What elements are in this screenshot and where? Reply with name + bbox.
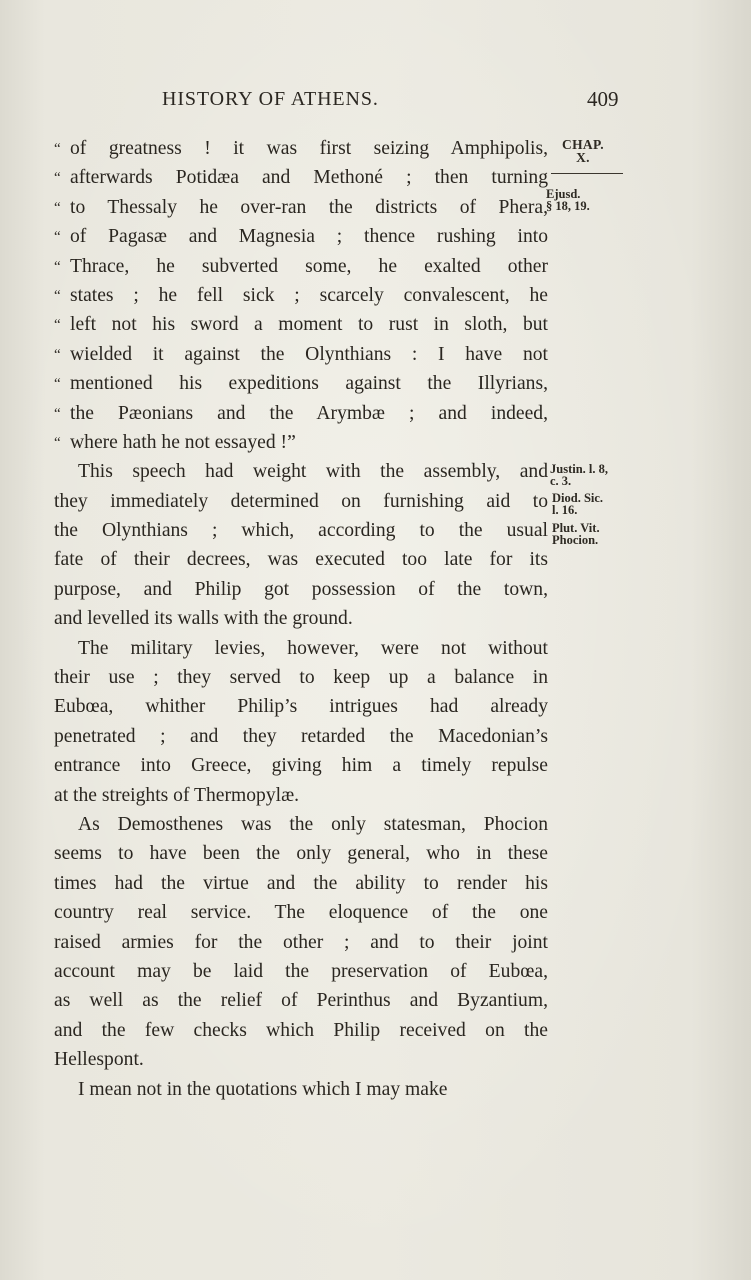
text-line: seems to have been the only general, who in these [54, 843, 548, 865]
page-header [0, 82, 751, 112]
quote-mark: “ [54, 258, 61, 275]
text-line: Hellespont. [54, 1049, 144, 1071]
line-text: states ; he fell sick ; scarcely convalescent, he [70, 284, 548, 306]
line-text: to Thessaly he over-ran the districts of Phera, [70, 196, 548, 218]
quote-mark: “ [54, 376, 61, 393]
text-line: penetrated ; and they retarded the Macedonian’s [54, 725, 548, 747]
text-line: account may be laid the preservation of Eubœa, [54, 960, 548, 982]
running-head: HISTORY OF ATHENS. [162, 88, 379, 110]
text-line: at the streights of Thermopylæ. [54, 784, 300, 806]
text-line: their use ; they served to keep up a balance in [54, 667, 548, 689]
quote-mark: “ [54, 229, 61, 246]
text-line [54, 222, 548, 251]
line-text: afterwards Potidæa and Methoné ; then turning [70, 167, 548, 189]
margin-chapter-label: CHAP. X. [562, 137, 604, 165]
line-text: of greatness ! it was first seizing Amphipolis, [70, 138, 548, 159]
margin-note-plut: Plut. Vit. Phocion. [552, 521, 600, 547]
text-line: and the few checks which Philip received on the [54, 1019, 548, 1041]
text-line: as well as the relief of Perinthus and Byzantium, [54, 990, 548, 1012]
text-line: purpose, and Philip got possession of the town, [54, 578, 548, 600]
text-line: The military levies, however, were not without [78, 637, 548, 659]
margin-note-justin: Justin. l. 8, c. 3. [550, 462, 609, 488]
text-line [54, 193, 548, 222]
margin-note-ejusd: Ejusd. § 18, 19. [546, 187, 590, 213]
quote-mark: “ [54, 434, 61, 451]
text-line: Eubœa, whither Philip’s intrigues had already [54, 696, 548, 718]
quote-mark: “ [54, 317, 61, 334]
quote-mark: “ [54, 346, 61, 363]
text-line: the Olynthians ; which, according to the usual [54, 520, 548, 542]
line-text: wielded it against the Olynthians : I have not [70, 343, 548, 365]
quote-mark: “ [54, 170, 61, 187]
text-line: and levelled its walls with the ground. [54, 608, 353, 630]
line-text: where hath he not essayed !” [70, 431, 296, 453]
text-line: raised armies for the other ; and to their joint [54, 931, 548, 953]
text-line: fate of their decrees, was executed too late for its [54, 549, 548, 571]
line-text: Thrace, he subverted some, he exalted other [70, 255, 548, 277]
text-line: This speech had weight with the assembly, and [78, 461, 548, 483]
text-line: times had the virtue and the ability to render his [54, 872, 548, 894]
text-line: they immediately determined on furnishing aid to [54, 490, 548, 512]
quote-mark: “ [54, 405, 61, 422]
text-line [54, 252, 548, 281]
text-line: I mean not in the quotations which I may make [78, 1078, 448, 1100]
text-line [54, 340, 548, 369]
margin-rule [551, 173, 623, 174]
margin-note-diod: Diod. Sic. l. 16. [552, 491, 604, 517]
text-line [54, 310, 548, 339]
line-text: mentioned his expeditions against the Illyrians, [70, 373, 548, 395]
text-line [54, 369, 548, 398]
line-text: of Pagasæ and Magnesia ; thence rushing into [70, 226, 548, 248]
quote-mark: “ [54, 141, 61, 157]
text-line: As Demosthenes was the only statesman, Phocion [78, 813, 548, 835]
text-line [54, 134, 548, 163]
text-line: entrance into Greece, giving him a timely repulse [54, 755, 548, 777]
quote-mark: “ [54, 287, 61, 304]
text-line [54, 428, 548, 457]
quote-mark: “ [54, 199, 61, 216]
text-line [54, 399, 548, 428]
line-text: left not his sword a moment to rust in sloth, but [70, 314, 548, 336]
text-line [54, 163, 548, 192]
page-number: 409 [587, 87, 619, 111]
text-line: country real service. The eloquence of the one [54, 902, 548, 924]
body-text [54, 134, 548, 1104]
line-text: the Pæonians and the Arymbæ ; and indeed, [70, 402, 548, 424]
text-line [54, 281, 548, 310]
